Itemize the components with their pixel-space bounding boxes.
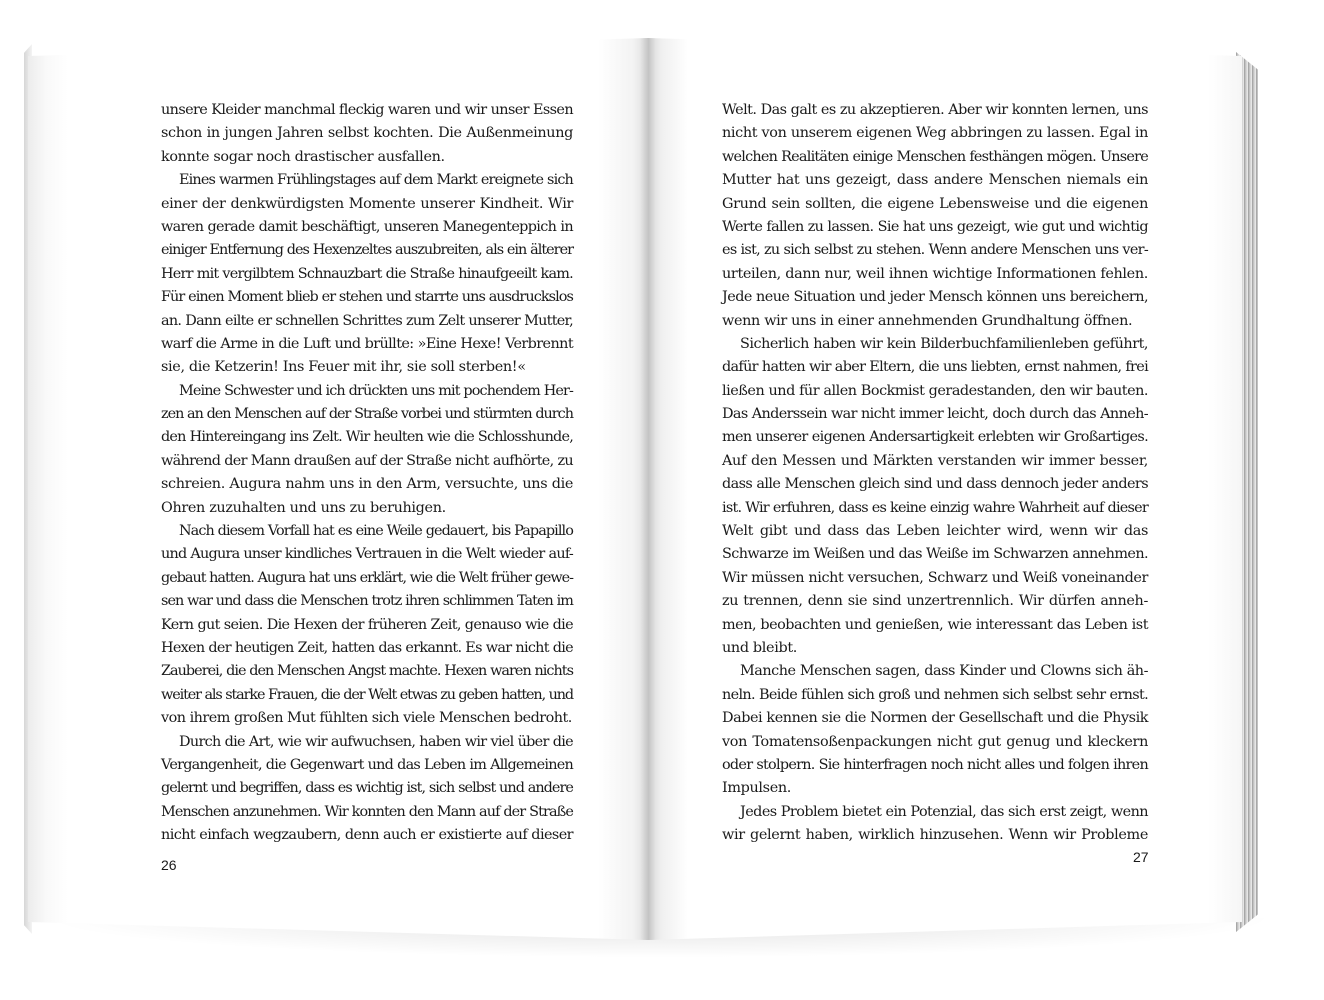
- left-page-text: [161, 99, 573, 848]
- text-line: zu trennen, denn sie sind unzertrennlich. Wir dürfen anneh-: [722, 593, 1148, 610]
- text-line: waren gerade damit beschäftigt, unseren Manegenteppich in: [161, 218, 573, 235]
- text-line: Hexen der heutigen Zeit, hatten das erkannt. Es war nicht die: [161, 639, 573, 656]
- text-line: urteilen, dann nur, weil ihnen wichtige Informationen fehlen.: [722, 265, 1148, 282]
- text-line: Menschen anzunehmen. Wir konnten den Mann auf der Straße: [161, 803, 573, 820]
- text-line: einiger Entfernung des Hexenzeltes auszubreiten, als ein älterer: [161, 242, 573, 259]
- text-line: ließen und für allen Bockmist geradestanden, den wir bauten.: [722, 382, 1148, 399]
- book-spine: [640, 38, 656, 940]
- text-line: Mutter hat uns gezeigt, dass andere Menschen niemals ein: [722, 172, 1148, 189]
- text-line: Grund sein sollten, die eigene Lebensweise und die eigenen: [722, 195, 1148, 212]
- text-line: dass alle Menschen gleich sind und dass dennoch jeder anders: [722, 476, 1148, 493]
- text-line: Zauberei, die den Menschen Angst machte. Hexen waren nichts: [161, 663, 573, 680]
- text-line: unsere Kleider manchmal fleckig waren und wir unser Essen: [161, 102, 573, 118]
- text-line: konnte sogar noch drastischer ausfallen.: [161, 148, 445, 165]
- text-line: weiter als starke Frauen, die der Welt etwas zu geben hatten, und: [161, 686, 573, 703]
- text-line: Durch die Art, wie wir aufwuchsen, haben wir viel über die: [179, 733, 573, 750]
- text-line: Welt gibt und dass das Leben leichter wird, wenn wir das: [722, 523, 1148, 540]
- text-line: schreien. Augura nahm uns in den Arm, versuchte, uns die: [161, 476, 573, 493]
- text-line: Dabei kennen sie die Normen der Gesellschaft und die Physik: [722, 710, 1148, 727]
- text-line: Das Anderssein war nicht immer leicht, doch durch das Anneh-: [722, 406, 1148, 423]
- text-line: nicht einfach wegzaubern, denn auch er existierte auf dieser: [161, 827, 573, 844]
- text-line: während der Mann draußen auf der Straße nicht aufhörte, zu: [161, 452, 573, 469]
- text-line: Manche Menschen sagen, dass Kinder und Clowns sich äh-: [740, 663, 1148, 680]
- page-number-left: 26: [161, 857, 177, 873]
- text-line: und Augura unser kindliches Vertrauen in die Welt wieder auf-: [161, 546, 573, 563]
- page-number-right: 27: [1133, 849, 1149, 865]
- text-line: Jede neue Situation und jeder Mensch können uns bereichern,: [722, 289, 1148, 306]
- text-line: Ohren zuzuhalten und uns zu beruhigen.: [161, 499, 446, 516]
- text-line: men, beobachten und genießen, wie interessant das Leben ist: [722, 616, 1148, 633]
- text-line: Werte fallen zu lassen. Sie hat uns gezeigt, wie gut und wichtig: [722, 218, 1148, 235]
- text-line: und bleibt.: [722, 639, 797, 656]
- text-line: welchen Realitäten einige Menschen festhängen mögen. Unsere: [722, 148, 1148, 165]
- text-line: neln. Beide fühlen sich groß und nehmen sich selbst sehr ernst.: [722, 686, 1148, 703]
- text-line: Schwarze im Weißen und das Weiße im Schwarzen annehmen.: [722, 546, 1148, 563]
- right-page-text: [722, 99, 1148, 848]
- text-line: sie, die Ketzerin! Ins Feuer mit ihr, sie soll sterben!«: [161, 359, 526, 376]
- text-line: wenn wir uns in einer annehmenden Grundhaltung öffnen.: [722, 312, 1133, 329]
- text-line: es ist, zu sich selbst zu stehen. Wenn andere Menschen uns ver-: [722, 242, 1148, 259]
- text-line: warf die Arme in die Luft und brüllte: »Eine Hexe! Verbrennt: [161, 335, 573, 352]
- text-line: Wir müssen nicht versuchen, Schwarz und Weiß voneinander: [722, 569, 1148, 586]
- text-line: Kern gut seien. Die Hexen der früheren Zeit, genauso wie die: [161, 616, 573, 633]
- text-line: einer der denkwürdigsten Momente unserer Kindheit. Wir: [161, 195, 573, 212]
- text-line: Welt. Das galt es zu akzeptieren. Aber wir konnten lernen, uns: [722, 102, 1148, 118]
- text-line: Jedes Problem bietet ein Potenzial, das sich erst zeigt, wenn: [740, 803, 1148, 820]
- text-line: von Tomatensoßenpackungen nicht gut genug und kleckern: [722, 733, 1148, 750]
- text-line: Nach diesem Vorfall hat es eine Weile gedauert, bis Papapillo: [179, 523, 573, 540]
- text-line: schon in jungen Jahren selbst kochten. Die Außenmeinung: [161, 125, 573, 142]
- text-line: sen war und dass die Menschen trotz ihren schlimmen Taten im: [161, 593, 573, 610]
- text-line: von ihrem großen Mut fühlten sich viele Menschen bedroht.: [161, 710, 572, 727]
- text-line: men unserer eigenen Andersartigkeit erlebten wir Großartiges.: [722, 429, 1148, 446]
- text-line: Sicherlich haben wir kein Bilderbuchfamilienleben geführt,: [740, 335, 1148, 352]
- text-line: dafür hatten wir aber Eltern, die uns liebten, ernst nahmen, frei: [722, 359, 1148, 376]
- text-line: den Hintereingang ins Zelt. Wir heulten wie die Schlosshunde,: [161, 429, 573, 446]
- text-line: Meine Schwester und ich drückten uns mit pochendem Her-: [179, 382, 573, 399]
- text-line: zen an den Menschen auf der Straße vorbei und stürmten durch: [161, 406, 573, 423]
- text-line: Für einen Moment blieb er stehen und starrte uns ausdruckslos: [161, 289, 573, 306]
- text-line: Eines warmen Frühlingstages auf dem Markt ereignete sich: [179, 172, 573, 189]
- text-line: Auf den Messen und Märkten verstanden wir immer besser,: [722, 452, 1148, 469]
- text-line: oder stolpern. Sie hinterfragen noch nicht alles und folgen ihren: [722, 756, 1148, 773]
- text-line: Vergangenheit, die Gegenwart und das Leben im Allgemeinen: [161, 756, 573, 773]
- text-line: gelernt und begriffen, dass es wichtig ist, sich selbst und andere: [161, 780, 573, 797]
- text-line: Herr mit vergilbtem Schnauzbart die Straße hinaufgeeilt kam.: [161, 265, 573, 282]
- text-line: Impulsen.: [722, 780, 792, 797]
- text-line: gebaut hatten. Augura hat uns erklärt, wie die Welt früher gewe-: [161, 569, 573, 586]
- text-line: an. Dann eilte er schnellen Schrittes zum Zelt unserer Mutter,: [161, 312, 573, 329]
- text-line: nicht von unserem eigenen Weg abbringen zu lassen. Egal in: [722, 125, 1148, 142]
- text-line: wir gelernt haben, wirklich hinzusehen. Wenn wir Probleme: [722, 827, 1148, 844]
- text-line: ist. Wir erfuhren, dass es keine einzig wahre Wahrheit auf dieser: [722, 499, 1148, 516]
